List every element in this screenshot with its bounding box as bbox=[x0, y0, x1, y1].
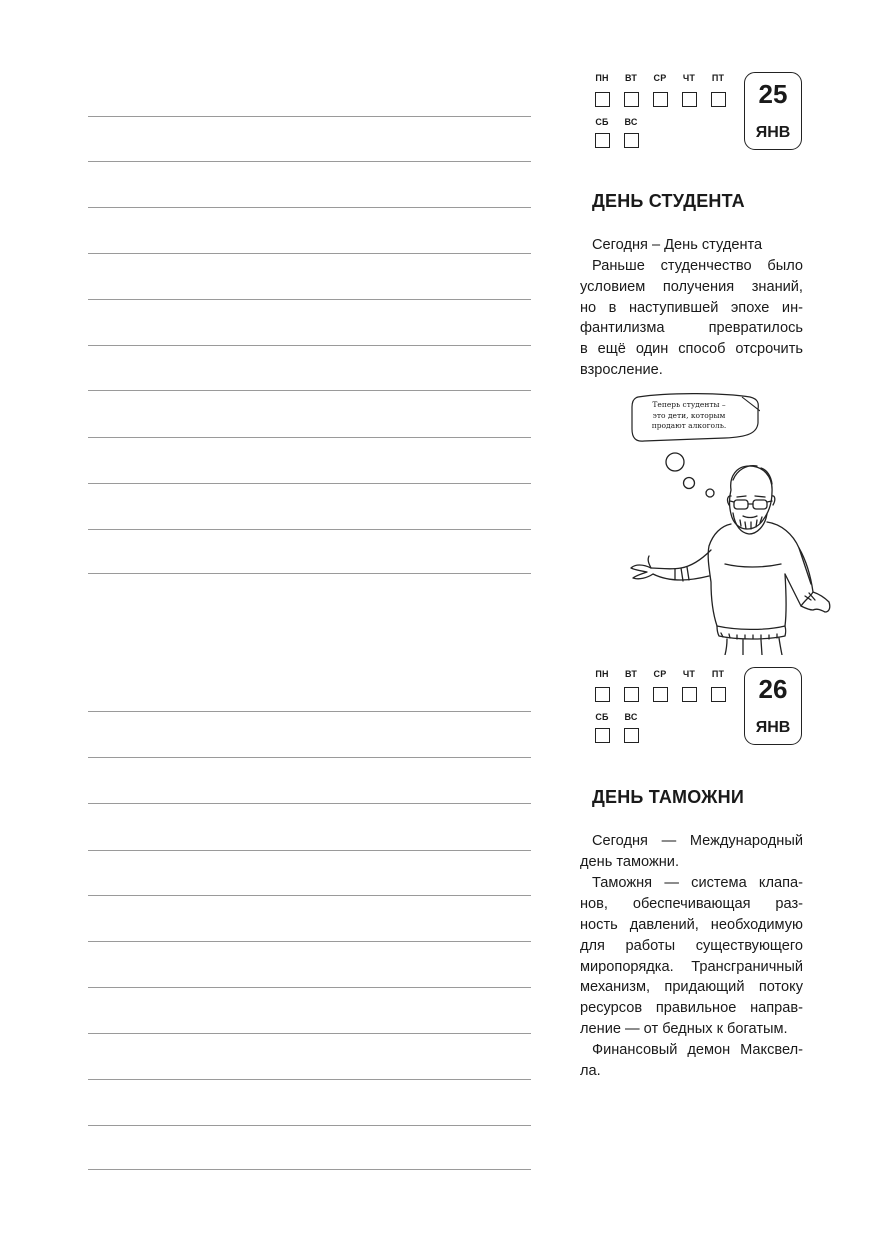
text-line: в ещё один способ отсрочить bbox=[580, 341, 803, 357]
weekday-checkbox-sun[interactable] bbox=[624, 728, 639, 743]
date-badge bbox=[744, 72, 802, 150]
text-line: ресурсов правильное направ- bbox=[580, 1000, 803, 1016]
date-number: 26 bbox=[758, 674, 788, 704]
text-line: механизм, придающий потоку bbox=[580, 979, 803, 995]
text-line: ла. bbox=[580, 1063, 601, 1079]
note-line bbox=[88, 207, 531, 208]
text-line: день таможни. bbox=[580, 854, 679, 870]
weekday-checkbox-fri[interactable] bbox=[711, 687, 726, 702]
weekday-label-tue: ВТ bbox=[624, 73, 638, 83]
weekday-checkbox-tue[interactable] bbox=[624, 92, 639, 107]
text-line: Раньше студенчество было bbox=[592, 258, 803, 274]
weekday-label-sat: СБ bbox=[595, 117, 609, 127]
weekday-label-sat: СБ bbox=[595, 712, 609, 722]
weekday-label-mon: ПН bbox=[595, 669, 609, 679]
weekday-checkbox-wed[interactable] bbox=[653, 92, 668, 107]
weekday-checkbox-sat[interactable] bbox=[595, 133, 610, 148]
text-line: Сегодня – День студента bbox=[592, 237, 763, 253]
note-line bbox=[88, 529, 531, 530]
weekday-label-tue: ВТ bbox=[624, 669, 638, 679]
note-line bbox=[88, 573, 531, 574]
text-line: для работы существующего bbox=[580, 938, 803, 954]
weekday-label-thu: ЧТ bbox=[682, 73, 696, 83]
day-title: ДЕНЬ ТАМОЖНИ bbox=[592, 787, 744, 807]
note-line bbox=[88, 1079, 531, 1080]
note-line bbox=[88, 116, 531, 117]
note-line bbox=[88, 803, 531, 804]
weekday-checkbox-thu[interactable] bbox=[682, 687, 697, 702]
thinking-man-illustration bbox=[625, 450, 840, 655]
thought-circle bbox=[666, 453, 684, 471]
text-line: ность давлений, необходимую bbox=[580, 917, 803, 933]
note-line bbox=[88, 483, 531, 484]
weekday-checkbox-wed[interactable] bbox=[653, 687, 668, 702]
text-line: Таможня — система клапа- bbox=[592, 875, 803, 891]
weekday-checkbox-tue[interactable] bbox=[624, 687, 639, 702]
text-line: условием получения знаний, bbox=[580, 279, 803, 295]
note-line bbox=[88, 895, 531, 896]
thought-circle bbox=[684, 478, 695, 489]
text-line: ление — от бедных к богатым. bbox=[580, 1021, 788, 1037]
note-line bbox=[88, 1169, 531, 1170]
weekday-label-sun: ВС bbox=[624, 117, 638, 127]
text-line: нов, обеспечивающая раз- bbox=[580, 896, 803, 912]
note-line bbox=[88, 161, 531, 162]
weekday-checkbox-sun[interactable] bbox=[624, 133, 639, 148]
weekday-checkbox-fri[interactable] bbox=[711, 92, 726, 107]
speech-bubble-text: Теперь студенты – это дети, которым продают алкоголь. bbox=[651, 400, 727, 430]
note-line bbox=[88, 757, 531, 758]
date-badge bbox=[744, 667, 802, 745]
thought-circle bbox=[706, 489, 714, 497]
weekday-label-fri: ПТ bbox=[711, 669, 725, 679]
note-line bbox=[88, 987, 531, 988]
date-number: 25 bbox=[758, 79, 788, 109]
note-line bbox=[88, 299, 531, 300]
note-line bbox=[88, 390, 531, 391]
note-line bbox=[88, 850, 531, 851]
note-line bbox=[88, 345, 531, 346]
note-line bbox=[88, 437, 531, 438]
day-title: ДЕНЬ СТУДЕНТА bbox=[592, 191, 745, 211]
text-line: Финансовый демон Максвел- bbox=[592, 1042, 803, 1058]
date-month: ЯНВ bbox=[755, 124, 791, 141]
text-line: Сегодня — Международный bbox=[592, 833, 803, 849]
weekday-label-wed: СР bbox=[653, 669, 667, 679]
weekday-label-mon: ПН bbox=[595, 73, 609, 83]
weekday-label-thu: ЧТ bbox=[682, 669, 696, 679]
weekday-checkbox-thu[interactable] bbox=[682, 92, 697, 107]
date-month: ЯНВ bbox=[755, 719, 791, 736]
text-line: фантилизма превратилось bbox=[580, 320, 803, 336]
text-line: миропорядка. Трансграничный bbox=[580, 959, 803, 975]
text-line: взросление. bbox=[580, 362, 663, 378]
note-line bbox=[88, 1033, 531, 1034]
note-line bbox=[88, 253, 531, 254]
weekday-label-fri: ПТ bbox=[711, 73, 725, 83]
note-line bbox=[88, 1125, 531, 1126]
weekday-label-wed: СР bbox=[653, 73, 667, 83]
weekday-label-sun: ВС bbox=[624, 712, 638, 722]
text-line: но в наступившей эпохе ин- bbox=[580, 300, 803, 316]
weekday-checkbox-sat[interactable] bbox=[595, 728, 610, 743]
note-line bbox=[88, 711, 531, 712]
weekday-checkbox-mon[interactable] bbox=[595, 687, 610, 702]
note-line bbox=[88, 941, 531, 942]
weekday-checkbox-mon[interactable] bbox=[595, 92, 610, 107]
